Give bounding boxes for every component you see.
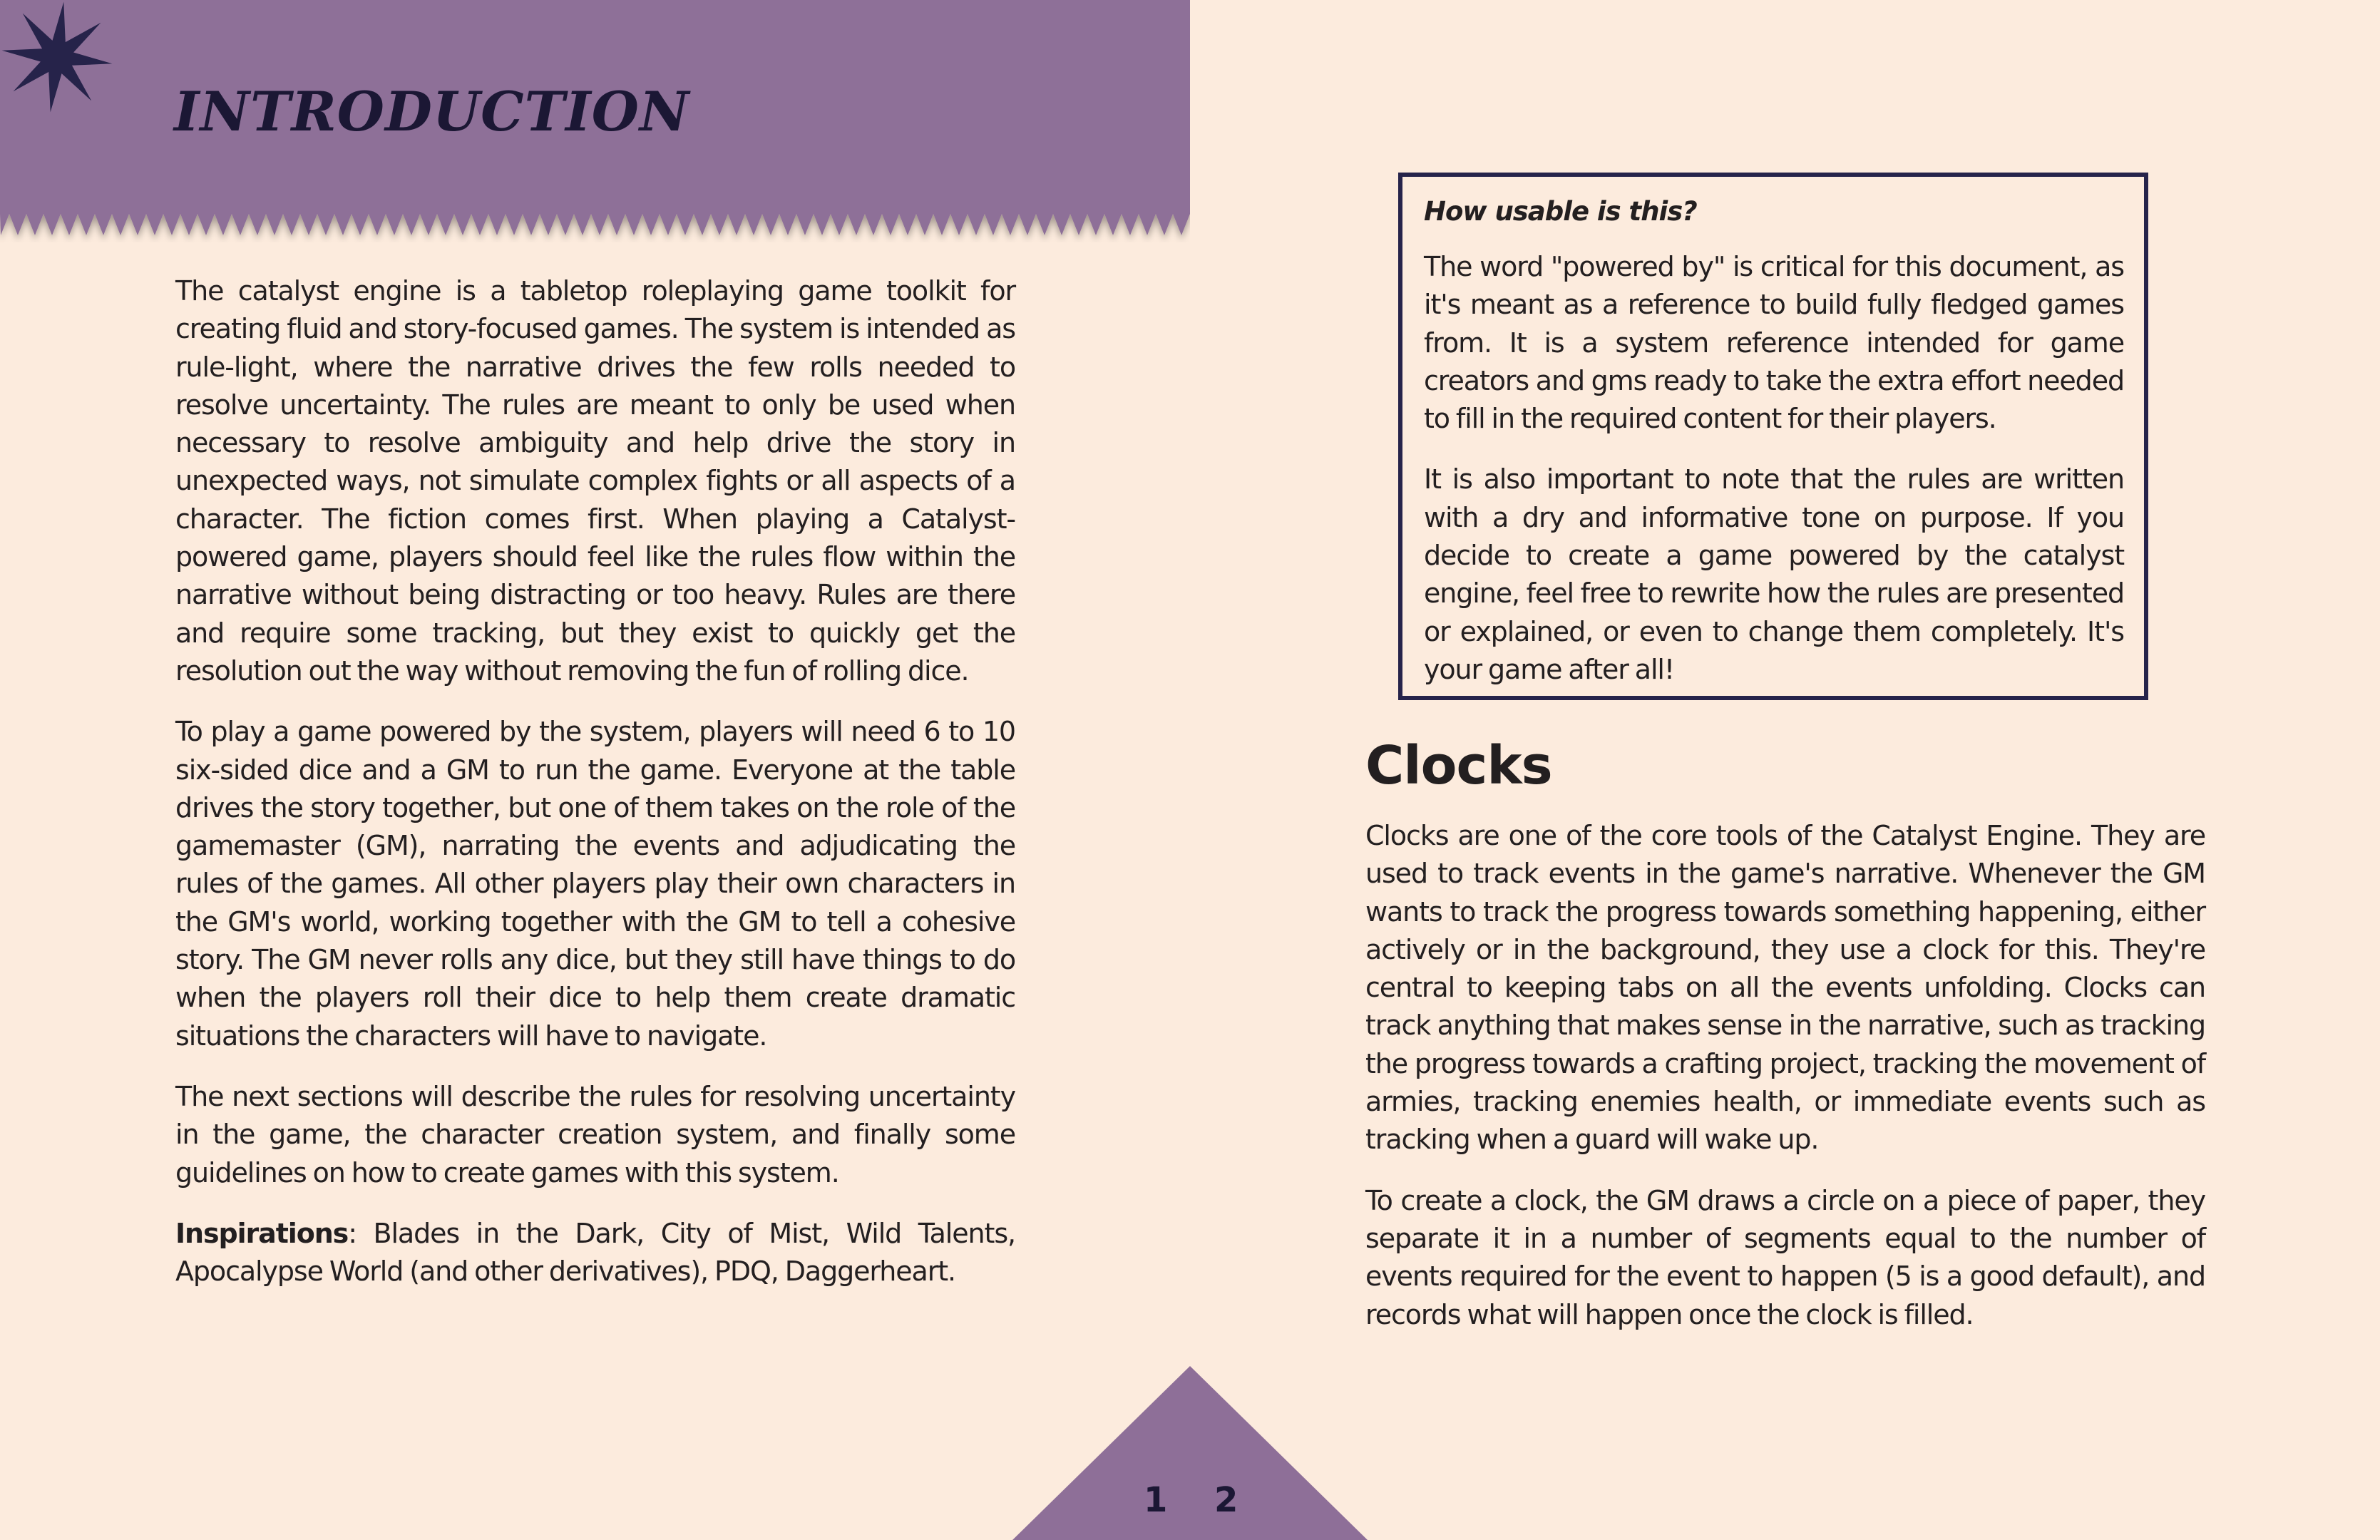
page-title: INTRODUCTION	[174, 80, 690, 143]
page-number-left: 1	[1144, 1480, 1168, 1520]
clocks-paragraph-1: Clocks are one of the core tools of the Catalyst Engine. They are used to track events in the game's narrative. Whenever the GM wants to track the progress towards something happening, either actively or in the background, they use a clock for this. They're central to keeping tabs on all the events unfolding. Clocks can track anything that makes sense in the narrative, such as tracking the progress towards a crafting project, tracking the movement of armies, tracking enemies health, or immediate events such as tracking when a guard will wake up.	[1365, 820, 2205, 1156]
inspirations-label: Inspirations	[175, 1217, 349, 1249]
callout-box	[1398, 173, 2148, 700]
inspirations-paragraph	[175, 1215, 1015, 1291]
header-banner	[0, 0, 1190, 235]
callout-paragraph-2: It is also important to note that the rules are written with a dry and informative tone on purpose. If you decide to create a game powered by the catalyst engine, feel free to rewrite how the rules are presented or explained, or even to change them completely. It's your game after all!	[1424, 463, 2124, 685]
callout-title: How usable is this?	[1424, 196, 1697, 227]
intro-paragraph-1: The catalyst engine is a tabletop roleplaying game toolkit for creating fluid and story-focused games. The system is intended as rule-light, where the narrative drives the few rolls needed to resolve uncertainty. The rules are meant to only be used when necessary to resolve ambiguity and help drive the story in unexpected ways, not simulate complex fights or all aspects of a character. The fiction comes first. When playing a Catalyst-powered game, players should feel like the rules flow within the narrative without being distracting or too heavy. Rules are there and require some tracking, but they exist to quickly get the resolution out the way without removing the fun of rolling dice.	[175, 275, 1015, 687]
star-icon	[0, 0, 114, 114]
section-heading: Clocks	[1365, 735, 1552, 796]
footer-triangle	[1012, 1366, 1368, 1540]
intro-paragraph-2: To play a game powered by the system, players will need 6 to 10 six-sided dice and a GM to run the game. Everyone at the table drives the story together, but one of them takes on the role of the gamemaster (GM), narrating the events and adjudicating the rules of the games. All other players play their own characters in the GM's world, working together with the GM to tell a cohesive story. The GM never rolls any dice, but they still have things to do when the players roll their dice to help them create dramatic situations the characters will have to navigate.	[175, 716, 1015, 1052]
inspirations-text: : Blades in the Dark, City of Mist, Wild Talents, Apocalypse World (and other derivatives), PDQ, Daggerheart.	[175, 1217, 1015, 1288]
intro-paragraph-3: The next sections will describe the rules for resolving uncertainty in the game, the character creation system, and finally some guidelines on how to create games with this system.	[175, 1080, 1015, 1189]
right-column	[1365, 817, 2205, 1357]
clocks-paragraph-2: To create a clock, the GM draws a circle on a piece of paper, they separate it in a number of segments equal to the number of events required for the event to happen (5 is a good default), and records what will happen once the clock is filled.	[1365, 1184, 2205, 1330]
page-number-right: 2	[1214, 1480, 1238, 1520]
right-page	[1190, 0, 2380, 1540]
left-column	[175, 272, 1015, 1313]
callout-paragraph-1: The word "powered by" is critical for this document, as it's meant as a reference to build fully fledged games from. It is a system reference intended for game creators and gms ready to take the extra effort needed to fill in the required content for their players.	[1424, 251, 2124, 435]
